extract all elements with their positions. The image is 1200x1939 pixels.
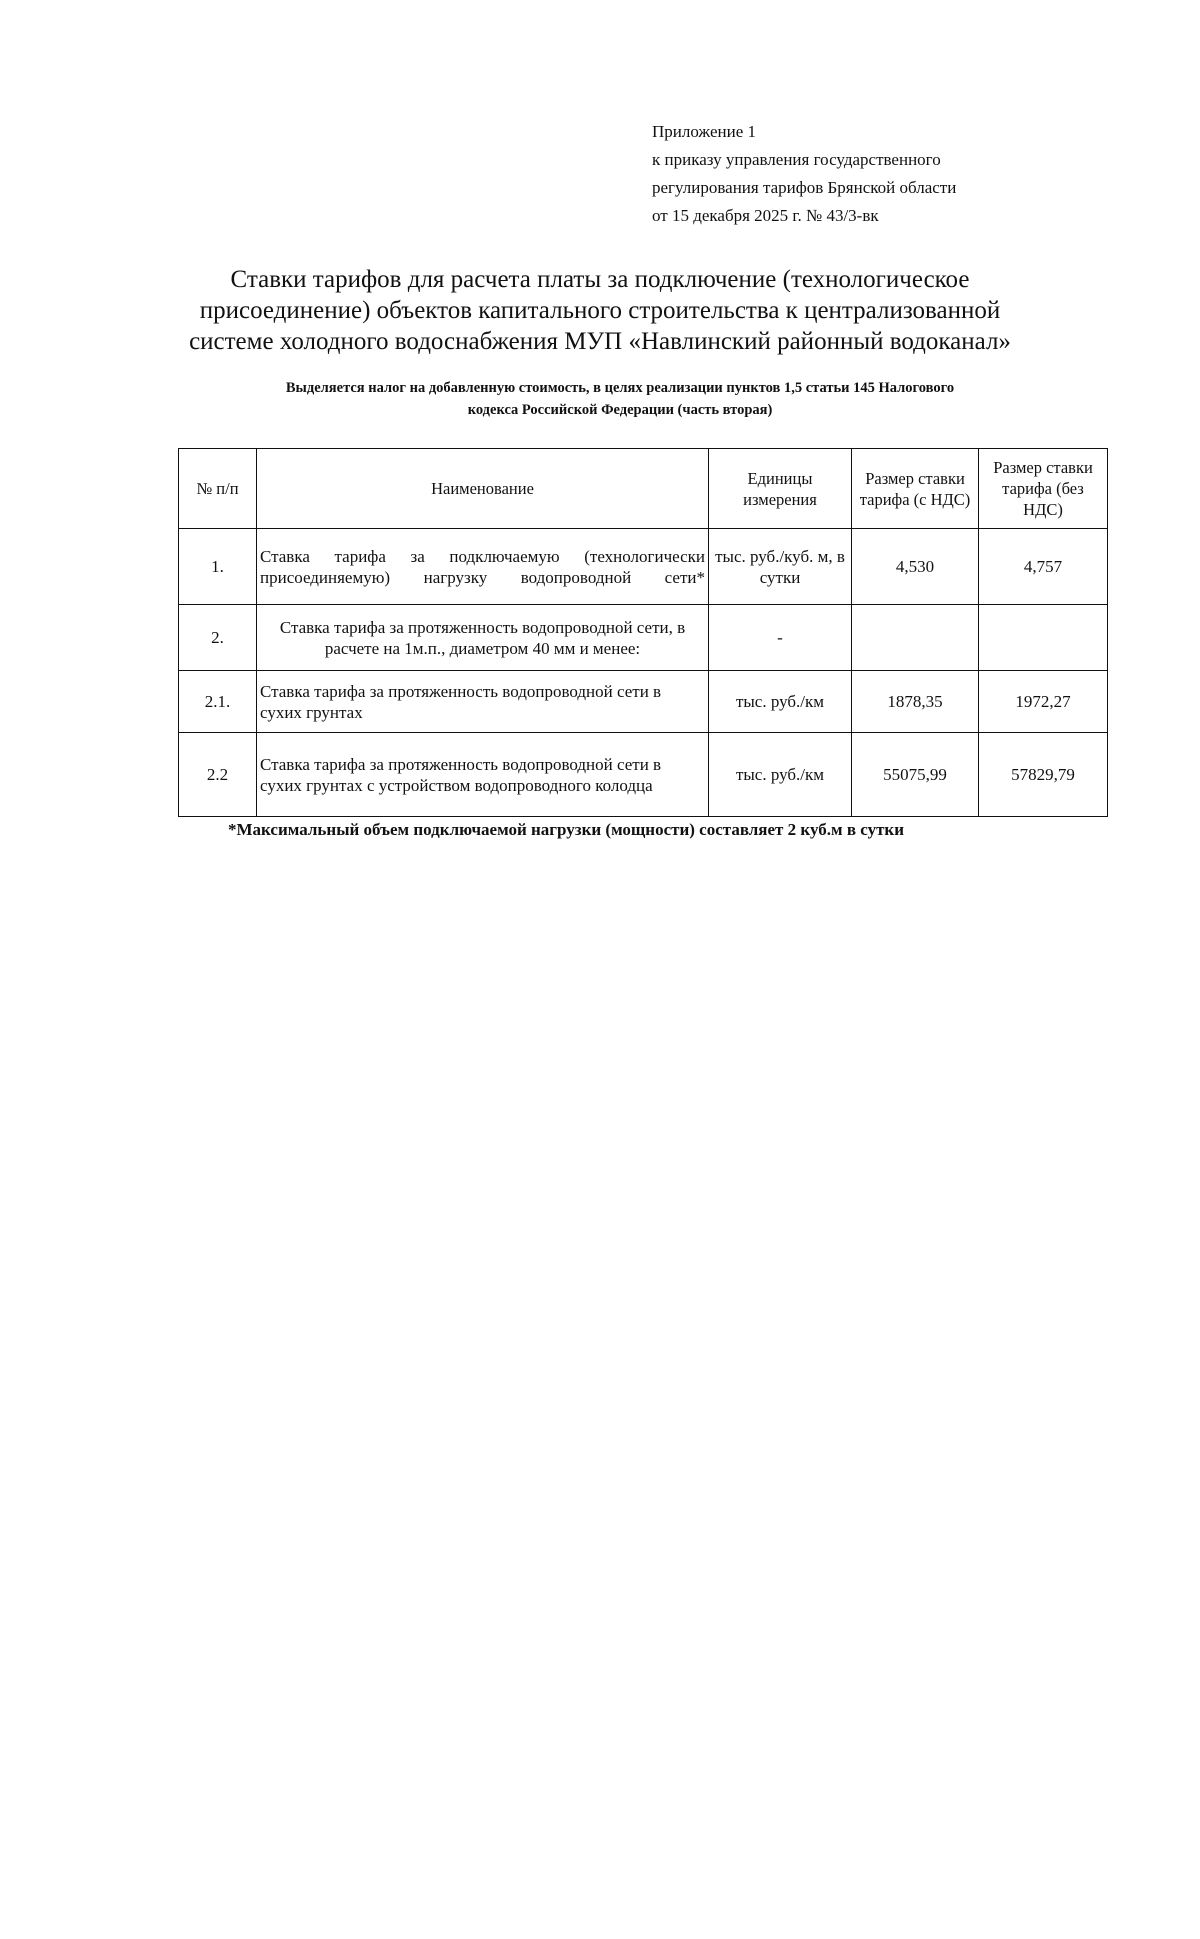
cell-without-vat: 57829,79 bbox=[979, 733, 1108, 817]
cell-unit: тыс. руб./км bbox=[709, 733, 852, 817]
cell-with-vat: 4,530 bbox=[852, 529, 979, 605]
cell-without-vat: 4,757 bbox=[979, 529, 1108, 605]
vat-note-line-2: кодекса Российской Федерации (часть вторая) bbox=[467, 402, 773, 418]
cell-unit: - bbox=[709, 605, 852, 671]
cell-name: Ставка тарифа за протяженность водопроводной сети, в расчете на 1м.п., диаметром 40 мм и менее: bbox=[257, 605, 709, 671]
header-without-vat: Размер ставки тарифа (без НДС) bbox=[979, 449, 1108, 529]
vat-note bbox=[220, 377, 1020, 421]
header-with-vat: Размер ставки тарифа (с НДС) bbox=[852, 449, 979, 529]
cell-name: Ставка тарифа за подключаемую (технологически присоединяемую) нагрузку водопроводной сети* bbox=[257, 529, 709, 605]
table-row bbox=[179, 671, 1108, 733]
document-title bbox=[160, 264, 1040, 357]
table-row bbox=[179, 733, 1108, 817]
cell-with-vat: 1878,35 bbox=[852, 671, 979, 733]
cell-num: 2.1. bbox=[179, 671, 257, 733]
cell-num: 1. bbox=[179, 529, 257, 605]
appendix-line-4: от 15 декабря 2025 г. № 43/3-вк bbox=[652, 206, 879, 225]
appendix-header bbox=[652, 118, 956, 230]
header-name: Наименование bbox=[257, 449, 709, 529]
footnote: *Максимальный объем подключаемой нагрузки (мощности) составляет 2 куб.м в сутки bbox=[228, 820, 905, 839]
table-row bbox=[179, 529, 1108, 605]
table-header-row bbox=[179, 449, 1108, 529]
appendix-line-3: регулирования тарифов Брянской области bbox=[652, 178, 957, 197]
cell-num: 2.2 bbox=[179, 733, 257, 817]
title-line-1: Ставки тарифов для расчета платы за подключение (технологическое bbox=[230, 266, 970, 293]
cell-name: Ставка тарифа за протяженность водопроводной сети в сухих грунтах bbox=[257, 671, 709, 733]
header-num: № п/п bbox=[179, 449, 257, 529]
vat-note-line-1: Выделяется налог на добавленную стоимость, в целях реализации пунктов 1,5 статьи 145 Налогового bbox=[285, 380, 955, 396]
title-line-2: присоединение) объектов капитального строительства к централизованной bbox=[199, 297, 1001, 324]
cell-without-vat: 1972,27 bbox=[979, 671, 1108, 733]
cell-with-vat: 55075,99 bbox=[852, 733, 979, 817]
cell-unit: тыс. руб./км bbox=[709, 671, 852, 733]
title-line-3: системе холодного водоснабжения МУП «Навлинский районный водоканал» bbox=[189, 328, 1011, 355]
cell-num: 2. bbox=[179, 605, 257, 671]
cell-name: Ставка тарифа за протяженность водопроводной сети в сухих грунтах с устройством водопроводного колодца bbox=[257, 733, 709, 817]
header-unit: Единицы измерения bbox=[709, 449, 852, 529]
cell-without-vat bbox=[979, 605, 1108, 671]
table-row bbox=[179, 605, 1108, 671]
appendix-line-2: к приказу управления государственного bbox=[652, 150, 941, 169]
cell-unit: тыс. руб./куб. м, в сутки bbox=[709, 529, 852, 605]
cell-with-vat bbox=[852, 605, 979, 671]
appendix-line-1: Приложение 1 bbox=[652, 122, 756, 141]
tariff-table bbox=[178, 448, 1108, 817]
